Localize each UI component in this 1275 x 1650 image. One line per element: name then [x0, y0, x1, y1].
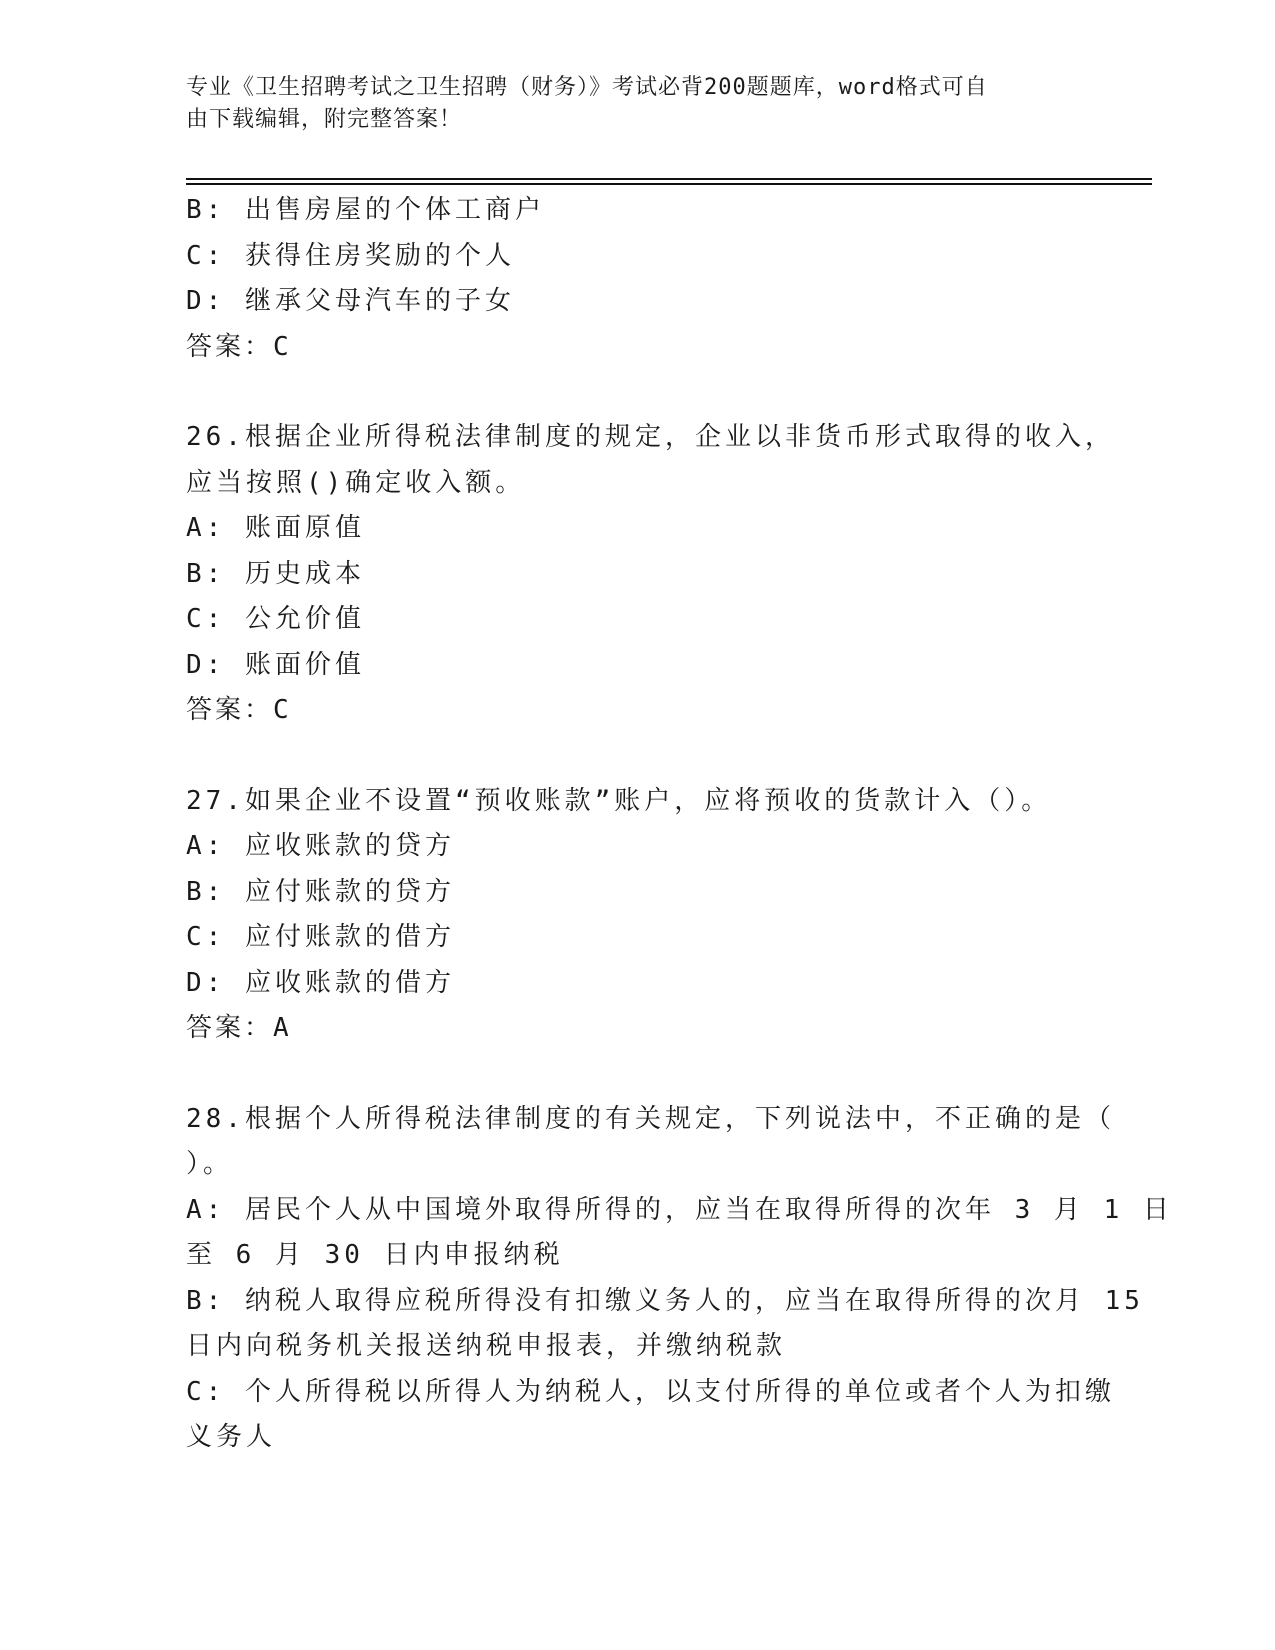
question-stem-line: 27.如果企业不设置“预收账款”账户，应将预收的货款计入（）。 [186, 785, 1052, 816]
option-b: B: 出售房屋的个体工商户 [186, 195, 545, 225]
question-list [186, 188, 1173, 1461]
option-b: B: 历史成本 [186, 558, 365, 589]
option-c: C: 公允价值 [186, 604, 365, 634]
question-26 [186, 415, 1115, 734]
option-c: C: 获得住房奖励的个人 [186, 240, 515, 271]
option-d: D: 账面价值 [186, 649, 365, 680]
question-25-continuation [186, 188, 1086, 370]
option-a: A: 应收账款的贷方 [186, 831, 455, 861]
option-c-line: 义务人 [186, 1422, 277, 1452]
answer-line: 答案：C [186, 695, 292, 725]
option-c: C: 应付账款的借方 [186, 922, 455, 952]
option-d: D: 继承父母汽车的子女 [186, 286, 515, 316]
spacer [186, 734, 1086, 779]
header-divider-bottom [186, 183, 1152, 185]
option-c-line: C: 个人所得税以所得人为纳税人，以支付所得的单位或者个人为扣缴 [186, 1376, 1115, 1407]
question-28 [186, 1097, 1173, 1461]
header-divider-top [186, 178, 1152, 180]
option-b-line: 日内向税务机关报送纳税申报表，并缴纳税款 [186, 1331, 787, 1361]
option-d: D: 应收账款的借方 [186, 967, 455, 998]
question-stem-line: 28.根据个人所得税法律制度的有关规定，下列说法中，不正确的是（ [186, 1103, 1115, 1134]
spacer [186, 1052, 1086, 1097]
question-stem-line: ）。 [186, 1149, 234, 1179]
header-title-line-1: 专业《卫生招聘考试之卫生招聘（财务）》考试必背200题题库，word格式可自 [186, 75, 988, 100]
option-a-line: 至 6 月 30 日内申报纳税 [186, 1240, 564, 1270]
question-stem-line: 应当按照()确定收入额。 [186, 467, 526, 498]
question-stem-line: 26.根据企业所得税法律制度的规定，企业以非货币形式取得的收入， [186, 422, 1115, 452]
option-a-line: A: 居民个人从中国境外取得所得的，应当在取得所得的次年 3 月 1 日 [186, 1194, 1173, 1225]
header-title-line-2: 由下载编辑，附完整答案！ [186, 107, 463, 132]
option-a: A: 账面原值 [186, 513, 365, 543]
spacer [186, 370, 1086, 415]
option-b: B: 应付账款的贷方 [186, 876, 455, 907]
answer-line: 答案：A [186, 1013, 292, 1043]
answer-line: 答案：C [186, 331, 292, 362]
option-b-line: B: 纳税人取得应税所得没有扣缴义务人的，应当在取得所得的次月 15 [186, 1285, 1144, 1316]
document-header [186, 72, 1066, 136]
question-27 [186, 779, 1086, 1052]
